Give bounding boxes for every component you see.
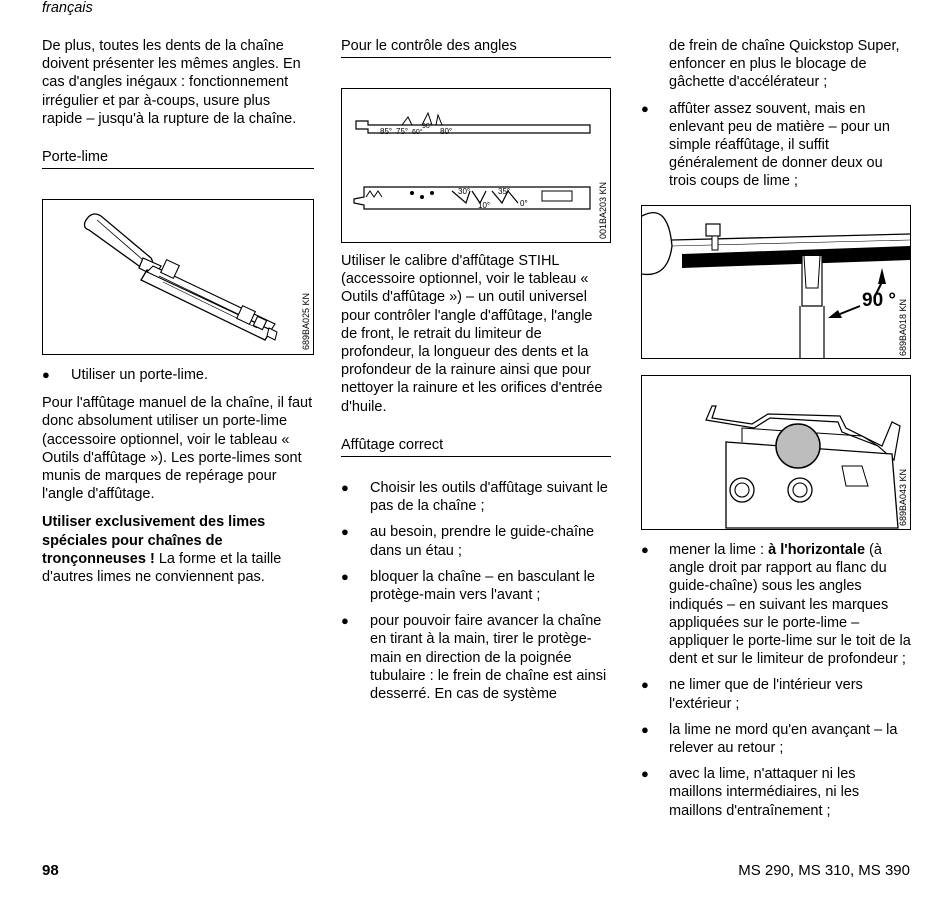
bullet-icon: ● bbox=[641, 677, 649, 693]
bullet-list bbox=[341, 479, 611, 703]
gauge-label: 90° bbox=[422, 123, 433, 130]
column-2-lower bbox=[341, 252, 611, 703]
gauge-illustration bbox=[342, 89, 610, 242]
bullet-icon: ● bbox=[42, 367, 50, 382]
section-heading-angles: Pour le contrôle des angles bbox=[341, 37, 611, 58]
page-number: 98 bbox=[42, 862, 59, 879]
gauge-label: 80° bbox=[440, 127, 453, 136]
figure-code: 689BA025 KN bbox=[301, 292, 311, 350]
bullet-icon: ● bbox=[341, 568, 349, 584]
column-3-lower bbox=[641, 541, 911, 820]
column-2 bbox=[341, 37, 611, 58]
intro-paragraph: De plus, toutes les dents de la chaîne doivent présenter les mêmes angles. En cas d'angles inégaux : fonctionnement irrégulier et par à-coups, usure plus rapide – jusqu'à la rupture de la chaîne. bbox=[42, 38, 301, 127]
bold-text: à l'horizontale bbox=[768, 542, 866, 558]
file-holder-illustration bbox=[43, 200, 313, 354]
language-label: français bbox=[42, 0, 93, 16]
gauge-label: 60° bbox=[412, 129, 423, 136]
figure-code: 689BA018 KN bbox=[898, 298, 908, 356]
figure-90-degrees bbox=[641, 205, 911, 359]
list-item: ● avec la lime, n'attaquer ni les maillons intermédiaires, ni les maillons d'entraînement ; bbox=[641, 766, 860, 819]
column-1 bbox=[42, 37, 314, 169]
gauge-label: 10° bbox=[478, 201, 491, 210]
gauge-label: 30° bbox=[458, 187, 471, 196]
section-heading-affutage: Affûtage correct bbox=[341, 436, 611, 457]
bullet-icon: ● bbox=[641, 100, 649, 116]
bullet-icon: ● bbox=[341, 480, 349, 496]
bold-text: Utiliser exclusivement des limes spéciales pour chaînes de tronçonneuses ! bbox=[42, 514, 266, 567]
angle-label: 90 ° bbox=[862, 290, 897, 311]
paragraph: Utiliser le calibre d'affûtage STIHL (accessoire optionnel, voir le tableau « Outils d'affûtage ») – un outil universel pour contrôler l'angle d'affûtage, l'angle de front, le retrait du limiteur de profondeur, la longueur des dents et la profondeur de la rainure ainsi que pour nettoyer la rainure et les orifices d'entrée d'huile. bbox=[341, 253, 603, 415]
file-angle-illustration bbox=[642, 206, 910, 358]
bullet-icon: ● bbox=[641, 766, 649, 782]
gauge-label: 75° bbox=[396, 127, 409, 136]
paragraph-continued: de frein de chaîne Quickstop Super, enfoncer en plus le blocage de gâchette d'accélérateur ; bbox=[669, 38, 900, 91]
section-heading-porte-lime: Porte-lime bbox=[42, 148, 314, 169]
list-item: ● bloquer la chaîne – en basculant le protège-main vers l'avant ; bbox=[341, 568, 595, 604]
list-item: ● au besoin, prendre le guide-chaîne dans un étau ; bbox=[341, 524, 595, 559]
bullet-icon: ● bbox=[641, 721, 649, 737]
figure-file-position bbox=[641, 375, 911, 530]
bullet-icon: ● bbox=[641, 542, 649, 557]
figure-file-holder bbox=[42, 199, 314, 355]
list-item: ● mener la lime : à l'horizontale (à angle droit par rapport au flanc du guide-chaîne) sous les angles indiqués – en suivant les marques appliquées sur le porte-lime – appliquer le porte-lime sur le toit de la dent et sur le limiteur de profondeur ; bbox=[641, 542, 911, 668]
model-label: MS 290, MS 310, MS 390 bbox=[738, 862, 910, 879]
list-item: ● la lime ne mord qu'en avançant – la relever au retour ; bbox=[641, 721, 898, 757]
list-item: ● Utiliser un porte-lime. bbox=[42, 367, 208, 383]
list-item: ● affûter assez souvent, mais en enlevant peu de matière – pour un simple réaffûtage, il suffit généralement de donner deux ou trois coups de lime ; bbox=[641, 100, 890, 190]
list-item: ● ne limer que de l'intérieur vers l'extérieur ; bbox=[641, 677, 863, 712]
paragraph: Pour l'affûtage manuel de la chaîne, il faut donc absolument utiliser un porte-lime (accessoire optionnel, voir le tableau « Outils d'affûtage »). Les porte-limes sont munis de marques de repérage pour l'angle d'affûtage. bbox=[42, 395, 313, 503]
list-item: ● pour pouvoir faire avancer la chaîne en tirant à la main, tirer le protège-main en direction de la poignée tubulaire : le frein de chaîne est ainsi desserré. En cas de système bbox=[341, 613, 607, 703]
figure-gauge bbox=[341, 88, 611, 243]
gauge-label: 0° bbox=[520, 199, 528, 208]
paragraph: Utiliser exclusivement des limes spéciales pour chaînes de tronçonneuses ! La forme et la taille d'autres limes ne conviennent pas. bbox=[42, 514, 282, 586]
bullet-icon: ● bbox=[341, 613, 349, 629]
gauge-label: 85° bbox=[380, 127, 393, 136]
figure-code: 689BA043 KN bbox=[898, 468, 908, 526]
figure-code: 001BA203 KN bbox=[598, 181, 608, 239]
bullet-icon: ● bbox=[341, 524, 349, 540]
tooth-file-illustration bbox=[642, 376, 910, 529]
column-1-lower bbox=[42, 366, 314, 586]
gauge-label: 35° bbox=[498, 187, 511, 196]
list-item: ● Choisir les outils d'affûtage suivant le pas de la chaîne ; bbox=[341, 480, 608, 515]
column-3 bbox=[641, 37, 911, 191]
